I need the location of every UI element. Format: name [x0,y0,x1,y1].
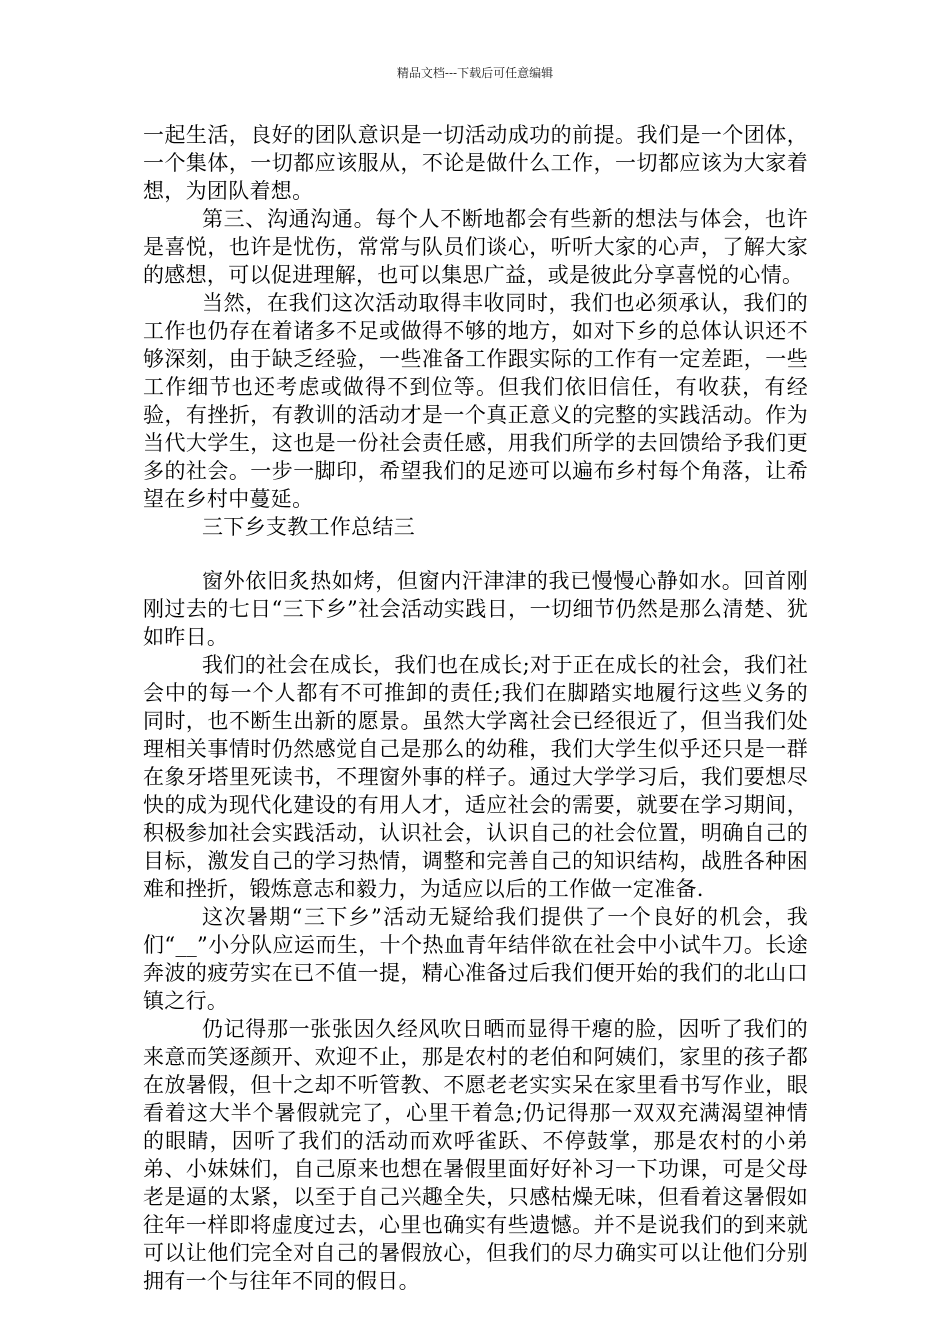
paragraph-opportunity: 这次暑期“三下乡”活动无疑给我们提供了一个良好的机会，我们“__”小分队应运而生，十个热血青年结伴欲在社会中小试牛刀。长途奔波的疲劳实在已不值一提，精心准备过后我们便开始的我们的北山口镇之行。 [143,905,808,1013]
paragraph-growth: 我们的社会在成长，我们也在成长;对于正在成长的社会，我们社会中的每一个人都有不可推卸的责任;我们在脚踏实地履行这些义务的同时，也不断生出新的愿景。虽然大学离社会已经很近了，但当我们处理相关事情时仍然感觉自己是那么的幼稚，我们大学生似乎还只是一群在象牙塔里死读书，不理窗外事的样子。通过大学学习后，我们要想尽快的成为现代化建设的有用人才，适应社会的需要，就要在学习期间，积极参加社会实践活动，认识社会，认识自己的社会位置，明确自己的目标，激发自己的学习热情，调整和完善自己的知识结构，战胜各种困难和挫折，锻炼意志和毅力，为适应以后的工作做一定准备. [143,653,808,901]
section-title: 三下乡支教工作总结三 [202,515,415,539]
document-body [143,121,808,1295]
paragraph-memories: 仍记得那一张张因久经风吹日晒而显得干瘪的脸，因听了我们的来意而笑逐颜开、欢迎不止，那是农村的老伯和阿姨们，家里的孩子都在放暑假，但十之却不听管教、不愿老老实实呆在家里看书写作业，眼看着这大半个暑假就完了，心里干着急;仍记得那一双双充满渴望神情的眼睛，因听了我们的活动而欢呼雀跃、不停鼓掌，那是农村的小弟弟、小妹妹们，自己原来也想在暑假里面好好补习一下功课，可是父母老是逼的太紧，以至于自己兴趣全失，只感枯燥无味，但看着这暑假如往年一样即将虚度过去，心里也确实有些遗憾。并不是说我们的到来就可以让他们完全对自己的暑假放心，但我们的尽力确实可以让他们分别拥有一个与往年不同的假日。 [143,1017,808,1293]
paragraph-communication: 第三、沟通沟通。每个人不断地都会有些新的想法与体会，也许是喜悦，也许是忧伤，常常与队员们谈心，听听大家的心声，了解大家的感想，可以促进理解，也可以集思广益，或是彼此分享喜悦的心情。 [143,207,808,287]
section-spacer [143,541,808,567]
paragraph-opening: 窗外依旧炙热如烤，但窗内汗津津的我已慢慢心静如水。回首刚刚过去的七日“三下乡”社会活动实践日，一切细节仍然是那么清楚、犹如昨日。 [143,569,808,649]
page-header: 精品文档---下载后可任意编辑 [396,66,554,80]
paragraph-reflection: 当然，在我们这次活动取得丰收同时，我们也必须承认，我们的工作也仍存在着诸多不足或做得不够的地方，如对下乡的总体认识还不够深刻，由于缺乏经验，一些准备工作跟实际的工作有一定差距，一些工作细节也还考虑或做得不到位等。但我们依旧信任，有收获，有经验，有挫折，有教训的活动才是一个真正意义的完整的实践活动。作为当代大学生，这也是一份社会责任感，用我们所学的去回馈给予我们更多的社会。一步一脚印，希望我们的足迹可以遍布乡村每个角落，让希望在乡村中蔓延。 [143,291,808,511]
paragraph-continuation: 一起生活，良好的团队意识是一切活动成功的前提。我们是一个团体，一个集体，一切都应该服从，不论是做什么工作，一切都应该为大家着想，为团队着想。 [143,123,808,203]
